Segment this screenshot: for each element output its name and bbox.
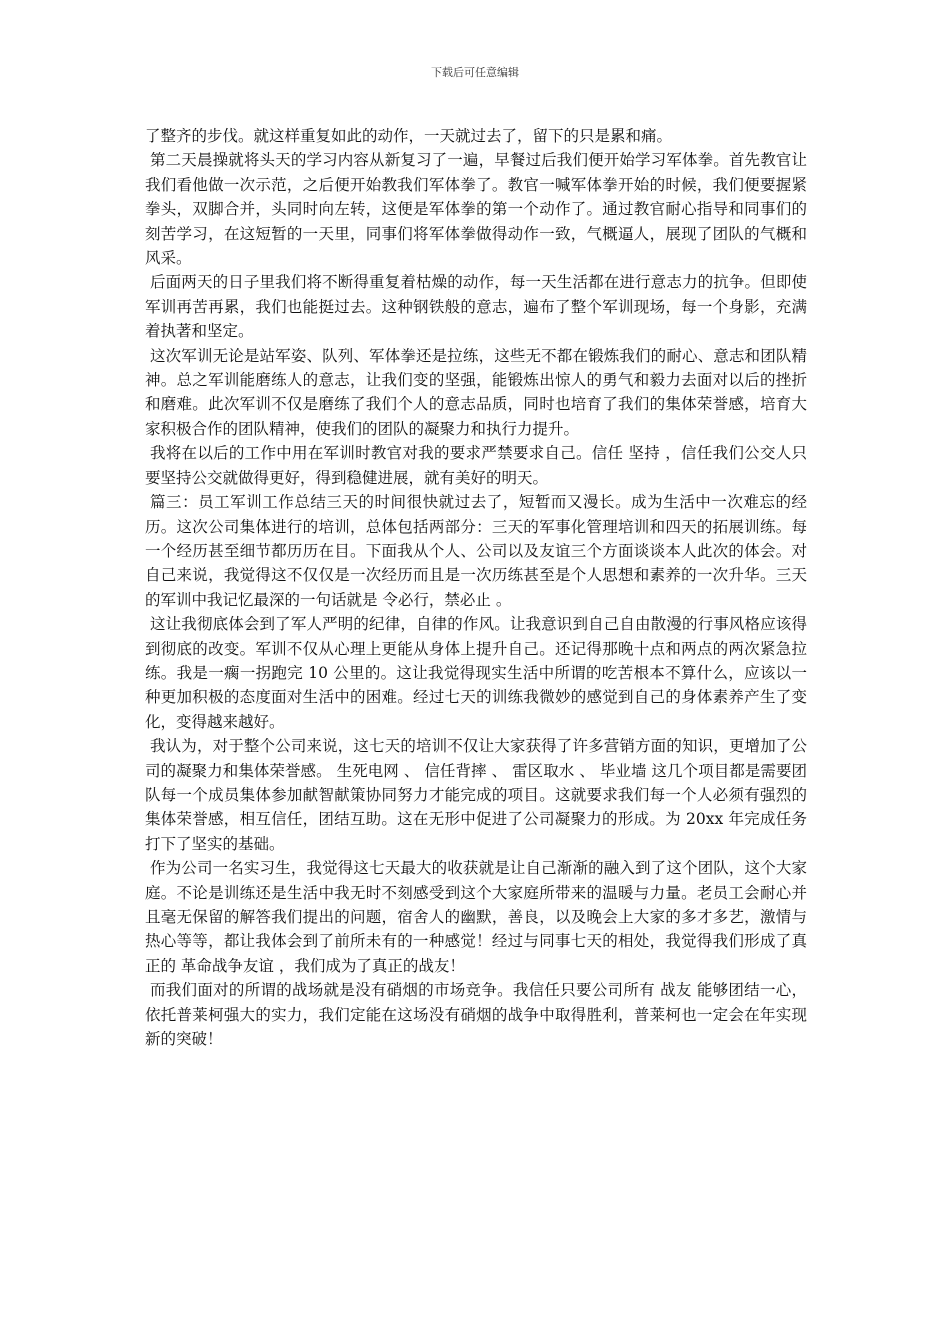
paragraph: 这让我彻底体会到了军人严明的纪律，自律的作风。让我意识到自己自由散漫的行事风格应该得到彻底的改变。军训不仅从心理上更能从身体上提升自己。还记得那晚十点和两点的两次紧急拉练。我是一瘸一拐跑完 10 公里的。这让我觉得现实生活中所谓的吃苦根本不算什么，应该以一种更加积极的态度面对生活中的困难。经过七天的训练我微妙的感觉到自己的身体素养产生了变化，变得越来越好。 xyxy=(145,615,807,731)
document-body xyxy=(145,124,807,1051)
paragraph: 第二天晨操就将头天的学习内容从新复习了一遍，早餐过后我们便开始学习军体拳。首先教官让我们看他做一次示范，之后便开始教我们军体拳了。教官一喊军体拳开始的时候，我们便要握紧拳头，双脚合并，头同时向左转，这便是军体拳的第一个动作了。通过教官耐心指导和同事们的刻苦学习，在这短暂的一天里，同事们将军体拳做得动作一致，气概逼人，展现了团队的气概和风采。 xyxy=(145,151,807,268)
paragraph: 而我们面对的所谓的战场就是没有硝烟的市场竞争。我信任只要公司所有 战友 能够团结一心，依托普莱柯强大的实力，我们定能在这场没有硝烟的战争中取得胜利，普莱柯也一定会在年实现新的突破！ xyxy=(145,981,807,1049)
paragraph: 我将在以后的工作中用在军训时教官对我的要求严禁要求自己。信任 坚持 ，信任我们公交人只要坚持公交就做得更好，得到稳健进展，就有美好的明天。 xyxy=(145,444,807,487)
page-header: 下载后可任意编辑 xyxy=(431,66,519,79)
paragraph: 我认为，对于整个公司来说，这七天的培训不仅让大家获得了许多营销方面的知识，更增加了公司的凝聚力和集体荣誉感。 生死电网 、 信任背摔 、 雷区取水 、 毕业墙 这几个项目都是需要团队每一个成员集体参加献智献策协同努力才能完成的项目。这就要求我们每一个人必须有强烈的集体荣誉感，相互信任，团结互助。这在无形中促进了公司凝聚力的形成。为 20xx 年完成任务打下了坚实的基础。 xyxy=(145,737,807,853)
paragraph: 了整齐的步伐。就这样重复如此的动作，一天就过去了，留下的只是累和痛。 xyxy=(145,127,673,145)
paragraph: 篇三：员工军训工作总结三天的时间很快就过去了，短暂而又漫长。成为生活中一次难忘的经历。这次公司集体进行的培训，总体包括两部分：三天的军事化管理培训和四天的拓展训练。每一个经历甚至细节都历历在目。下面我从个人、公司以及友谊三个方面谈谈本人此次的体会。对自己来说，我觉得这不仅仅是一次经历而且是一次历练甚至是个人思想和素养的一次升华。三天的军训中我记忆最深的一句话就是 令必行，禁必止 。 xyxy=(145,493,807,609)
paragraph: 作为公司一名实习生，我觉得这七天最大的收获就是让自己渐渐的融入到了这个团队，这个大家庭。不论是训练还是生活中我无时不刻感受到这个大家庭所带来的温暖与力量。老员工会耐心并且毫无保留的解答我们提出的问题，宿舍人的幽默，善良，以及晚会上大家的多才多艺，激情与热心等等，都让我体会到了前所未有的一种感觉！经过与同事七天的相处，我觉得我们形成了真正的 革命战争友谊 ，我们成为了真正的战友！ xyxy=(145,859,807,975)
paragraph: 这次军训无论是站军姿、队列、军体拳还是拉练，这些无不都在锻炼我们的耐心、意志和团队精神。总之军训能磨练人的意志，让我们变的坚强，能锻炼出惊人的勇气和毅力去面对以后的挫折和磨难。此次军训不仅是磨练了我们个人的意志品质，同时也培育了我们的集体荣誉感，培育大家积极合作的团队精神，使我们的团队的凝聚力和执行力提升。 xyxy=(145,346,807,438)
paragraph: 后面两天的日子里我们将不断得重复着枯燥的动作，每一天生活都在进行意志力的抗争。但即使军训再苦再累，我们也能挺过去。这种钢铁般的意志，遍布了整个军训现场，每一个身影，充满着执著和坚定。 xyxy=(145,273,807,341)
